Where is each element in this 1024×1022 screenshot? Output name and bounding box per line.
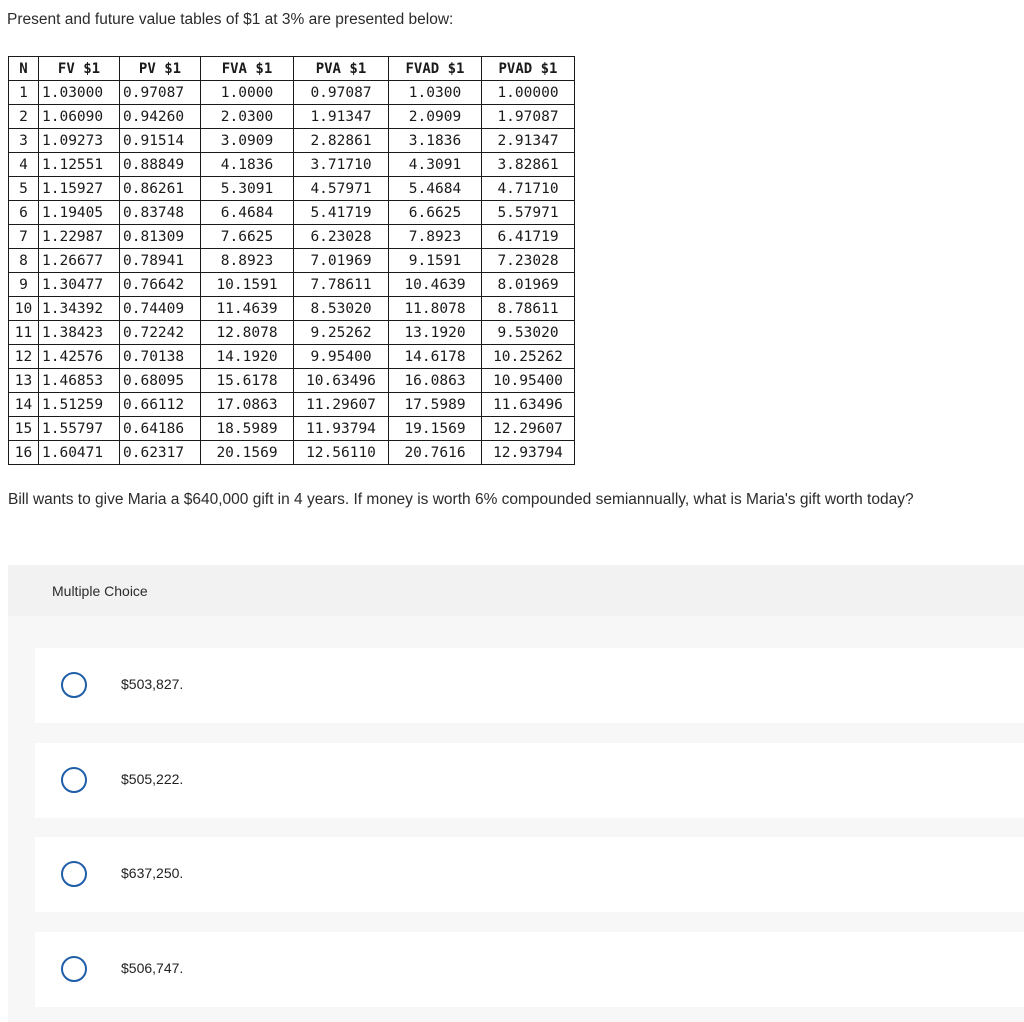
choice-option[interactable] (35, 837, 1024, 912)
table-cell-n: 8 (9, 249, 39, 273)
table-cell-fv: 1.12551 (39, 153, 120, 177)
radio-button[interactable] (61, 861, 87, 887)
table-cell-pv: 0.86261 (120, 177, 201, 201)
table-cell-fva: 14.1920 (201, 345, 294, 369)
table-cell-pv: 0.70138 (120, 345, 201, 369)
table-body (9, 81, 575, 465)
question-text: Bill wants to give Maria a $640,000 gift in 4 years. If money is worth 6% compounded semiannually, what is Maria's gift worth today? (8, 491, 914, 508)
table-cell-fv: 1.34392 (39, 297, 120, 321)
header-fva: FVA $1 (201, 57, 294, 81)
choice-option[interactable] (35, 648, 1024, 723)
table-cell-fvad: 7.8923 (389, 225, 482, 249)
table-cell-pva: 11.93794 (294, 417, 389, 441)
choice-option[interactable] (35, 932, 1024, 1007)
table-cell-pva: 10.63496 (294, 369, 389, 393)
table-row (9, 345, 575, 369)
table-cell-fva: 7.6625 (201, 225, 294, 249)
table-cell-fvad: 20.7616 (389, 441, 482, 465)
table-cell-fva: 2.0300 (201, 105, 294, 129)
table-cell-fvad: 14.6178 (389, 345, 482, 369)
multiple-choice-header (8, 565, 1024, 616)
table-cell-fv: 1.09273 (39, 129, 120, 153)
table-cell-pvad: 6.41719 (482, 225, 575, 249)
table-cell-n: 5 (9, 177, 39, 201)
table-cell-fva: 5.3091 (201, 177, 294, 201)
table-cell-fvad: 13.1920 (389, 321, 482, 345)
table-cell-pv: 0.72242 (120, 321, 201, 345)
table-cell-fv: 1.30477 (39, 273, 120, 297)
table-cell-fvad: 1.0300 (389, 81, 482, 105)
table-cell-n: 6 (9, 201, 39, 225)
table-cell-fva: 20.1569 (201, 441, 294, 465)
table-row (9, 81, 575, 105)
table-cell-pv: 0.74409 (120, 297, 201, 321)
table-cell-fv: 1.03000 (39, 81, 120, 105)
table-cell-fv: 1.06090 (39, 105, 120, 129)
table-cell-pvad: 1.97087 (482, 105, 575, 129)
table-cell-pv: 0.66112 (120, 393, 201, 417)
table-cell-fvad: 10.4639 (389, 273, 482, 297)
table-cell-fv: 1.26677 (39, 249, 120, 273)
radio-button[interactable] (61, 767, 87, 793)
table-row (9, 297, 575, 321)
table-cell-fva: 10.1591 (201, 273, 294, 297)
table-cell-fva: 12.8078 (201, 321, 294, 345)
choice-label: $637,250. (121, 865, 184, 881)
table-row (9, 201, 575, 225)
table-cell-pva: 2.82861 (294, 129, 389, 153)
table-cell-pvad: 11.63496 (482, 393, 575, 417)
table-cell-pvad: 12.93794 (482, 441, 575, 465)
table-cell-pvad: 12.29607 (482, 417, 575, 441)
table-cell-fvad: 11.8078 (389, 297, 482, 321)
table-cell-fvad: 19.1569 (389, 417, 482, 441)
table-cell-fv: 1.42576 (39, 345, 120, 369)
table-cell-pvad: 4.71710 (482, 177, 575, 201)
table-cell-pv: 0.62317 (120, 441, 201, 465)
table-row (9, 225, 575, 249)
table-cell-pva: 7.78611 (294, 273, 389, 297)
table-cell-pva: 3.71710 (294, 153, 389, 177)
table-cell-fvad: 5.4684 (389, 177, 482, 201)
table-cell-n: 13 (9, 369, 39, 393)
table-cell-pv: 0.83748 (120, 201, 201, 225)
table-row (9, 129, 575, 153)
table-cell-fva: 11.4639 (201, 297, 294, 321)
table-cell-pva: 9.25262 (294, 321, 389, 345)
table-cell-fva: 8.8923 (201, 249, 294, 273)
table-cell-n: 16 (9, 441, 39, 465)
table-cell-pv: 0.88849 (120, 153, 201, 177)
table-cell-pva: 4.57971 (294, 177, 389, 201)
table-cell-pv: 0.64186 (120, 417, 201, 441)
table-cell-fva: 15.6178 (201, 369, 294, 393)
table-cell-pv: 0.97087 (120, 81, 201, 105)
table-header-row (9, 57, 575, 81)
table-cell-fva: 3.0909 (201, 129, 294, 153)
table-cell-fva: 4.1836 (201, 153, 294, 177)
table-cell-pva: 9.95400 (294, 345, 389, 369)
choice-label: $505,222. (121, 771, 184, 787)
table-cell-fvad: 4.3091 (389, 153, 482, 177)
table-row (9, 321, 575, 345)
table-cell-fv: 1.55797 (39, 417, 120, 441)
value-table (8, 56, 575, 465)
table-cell-pva: 12.56110 (294, 441, 389, 465)
intro-text: Present and future value tables of $1 at 3% are presented below: (7, 11, 454, 28)
table-cell-n: 3 (9, 129, 39, 153)
table-row (9, 177, 575, 201)
table-row (9, 393, 575, 417)
multiple-choice-label: Multiple Choice (52, 583, 148, 599)
table-cell-pva: 7.01969 (294, 249, 389, 273)
header-pvad: PVAD $1 (482, 57, 575, 81)
table-cell-fvad: 2.0909 (389, 105, 482, 129)
table-cell-fva: 1.0000 (201, 81, 294, 105)
table-cell-n: 1 (9, 81, 39, 105)
table-row (9, 153, 575, 177)
table-cell-fv: 1.60471 (39, 441, 120, 465)
table-row (9, 105, 575, 129)
radio-button[interactable] (61, 672, 87, 698)
table-cell-pvad: 9.53020 (482, 321, 575, 345)
table-cell-pv: 0.78941 (120, 249, 201, 273)
table-cell-n: 9 (9, 273, 39, 297)
table-cell-fvad: 3.1836 (389, 129, 482, 153)
table-cell-fvad: 9.1591 (389, 249, 482, 273)
table-cell-pvad: 10.95400 (482, 369, 575, 393)
table-cell-pva: 6.23028 (294, 225, 389, 249)
table-cell-fvad: 6.6625 (389, 201, 482, 225)
table-cell-pv: 0.94260 (120, 105, 201, 129)
table-cell-n: 12 (9, 345, 39, 369)
choice-option[interactable] (35, 743, 1024, 818)
table-cell-fvad: 17.5989 (389, 393, 482, 417)
table-row (9, 417, 575, 441)
table-cell-pva: 5.41719 (294, 201, 389, 225)
table-cell-pva: 8.53020 (294, 297, 389, 321)
table-cell-fv: 1.46853 (39, 369, 120, 393)
table-cell-pvad: 5.57971 (482, 201, 575, 225)
table-cell-n: 11 (9, 321, 39, 345)
table-cell-fv: 1.19405 (39, 201, 120, 225)
table-cell-pvad: 2.91347 (482, 129, 575, 153)
table-cell-pv: 0.68095 (120, 369, 201, 393)
table-cell-pvad: 1.00000 (482, 81, 575, 105)
table-cell-fva: 6.4684 (201, 201, 294, 225)
table-cell-fv: 1.15927 (39, 177, 120, 201)
table-cell-pvad: 7.23028 (482, 249, 575, 273)
table-cell-pva: 0.97087 (294, 81, 389, 105)
table-cell-pv: 0.76642 (120, 273, 201, 297)
table-cell-n: 4 (9, 153, 39, 177)
header-fvad: FVAD $1 (389, 57, 482, 81)
table-row (9, 369, 575, 393)
table-cell-pvad: 10.25262 (482, 345, 575, 369)
table-row (9, 249, 575, 273)
radio-button[interactable] (61, 956, 87, 982)
table-cell-pv: 0.91514 (120, 129, 201, 153)
table-cell-n: 10 (9, 297, 39, 321)
table-row (9, 441, 575, 465)
table-cell-fv: 1.51259 (39, 393, 120, 417)
choice-label: $506,747. (121, 960, 184, 976)
table-row (9, 273, 575, 297)
header-pv: PV $1 (120, 57, 201, 81)
table-cell-fvad: 16.0863 (389, 369, 482, 393)
table-cell-pvad: 3.82861 (482, 153, 575, 177)
table-cell-n: 14 (9, 393, 39, 417)
table-cell-pvad: 8.01969 (482, 273, 575, 297)
table-cell-pvad: 8.78611 (482, 297, 575, 321)
table-cell-n: 2 (9, 105, 39, 129)
choice-label: $503,827. (121, 676, 184, 692)
table-cell-pva: 1.91347 (294, 105, 389, 129)
table-cell-pv: 0.81309 (120, 225, 201, 249)
table-cell-fva: 18.5989 (201, 417, 294, 441)
table-cell-fv: 1.22987 (39, 225, 120, 249)
table-cell-n: 7 (9, 225, 39, 249)
table-cell-pva: 11.29607 (294, 393, 389, 417)
header-fv: FV $1 (39, 57, 120, 81)
header-pva: PVA $1 (294, 57, 389, 81)
table-cell-n: 15 (9, 417, 39, 441)
table-cell-fva: 17.0863 (201, 393, 294, 417)
table-cell-fv: 1.38423 (39, 321, 120, 345)
header-n: N (9, 57, 39, 81)
